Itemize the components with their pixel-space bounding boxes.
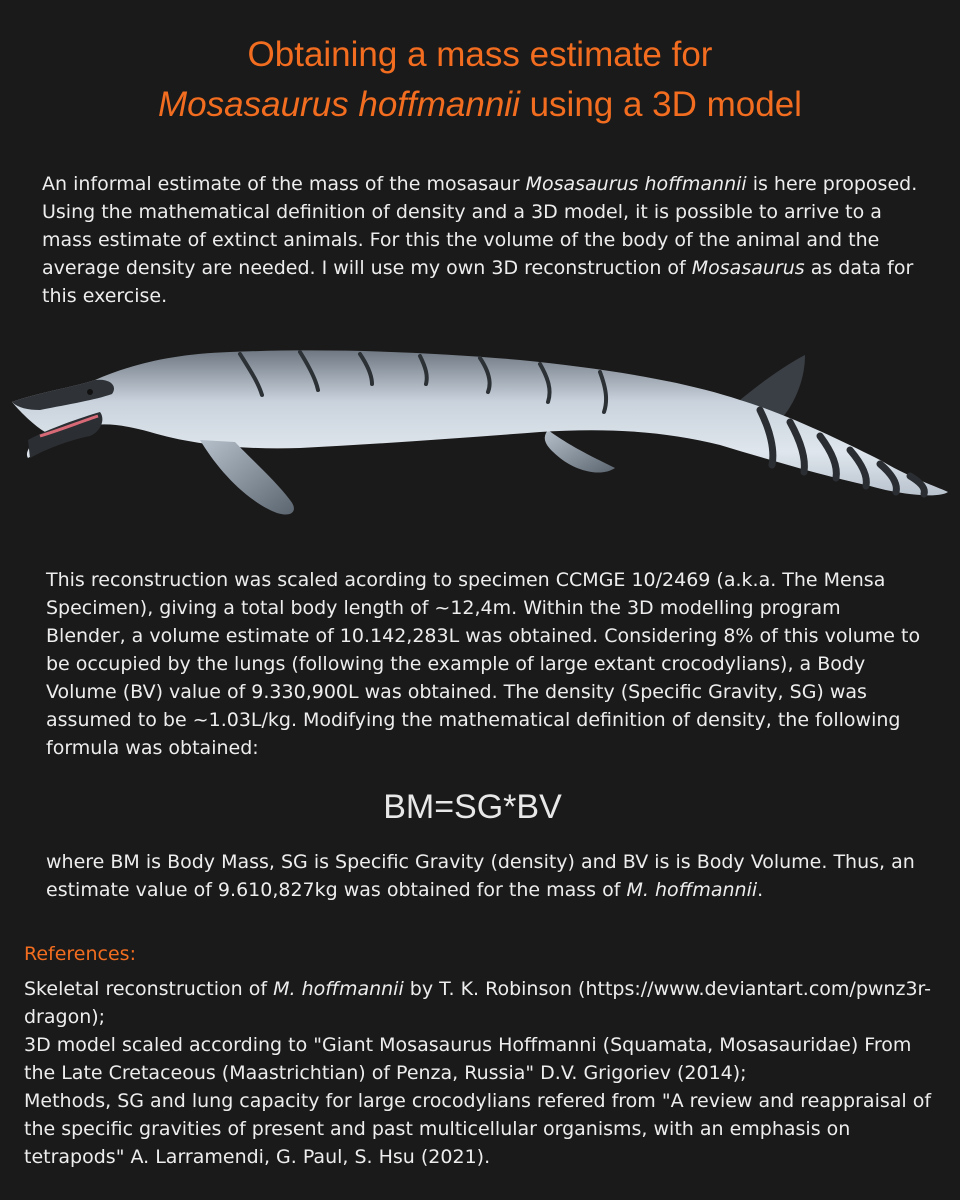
references-list <box>24 975 944 1171</box>
front-flipper <box>200 440 294 515</box>
formula: BM=SG*BV <box>383 788 562 826</box>
intro-paragraph <box>42 170 932 310</box>
intro-text-2: is here proposed. Using the mathematical definition of density and a 3D model, it is possible to arrive to a mass estimate of extinct animals. For this the volume of the body of the animal and the average density are needed. I will use my own 3D reconstruction of <box>42 173 918 279</box>
title-species: Mosasaurus hoffmannii <box>158 85 520 124</box>
result-species: M. hoffmannii <box>626 879 758 901</box>
result-text-1: where BM is Body Mass, SG is Specific Gravity (density) and BV is is Body Volume. Thus, an estimate value of 9.610,827kg was obtained for the mass of <box>46 851 915 901</box>
intro-text-3: as data for this exercise. <box>42 257 914 307</box>
mosasaurus-body <box>12 350 948 495</box>
title-line-2-rest: using a 3D model <box>519 85 802 124</box>
title-line-1: Obtaining a mass estimate for <box>247 35 713 74</box>
mosasaurus-illustration <box>0 340 960 540</box>
page-title <box>0 30 960 130</box>
reference-1-text-a: Skeletal reconstruction of <box>24 978 274 1000</box>
result-text-2: . <box>757 879 764 901</box>
reference-item-3: Methods, SG and lung capacity for large crocodylians refered from "A review and reappraisal of the specific gravities of present and past multicellular organisms, with an emphasis on tetrapods" A. Larramendi, G. Paul, S. Hsu (2021). <box>24 1090 932 1168</box>
result-paragraph <box>46 848 936 904</box>
reference-item-2: 3D model scaled according to "Giant Mosasaurus Hoffmanni (Squamata, Mosasauridae) From the Late Cretaceous (Maastrichtian) of Penza, Russia" D.V. Grigoriev (2014); <box>24 1034 912 1084</box>
rear-flipper <box>545 430 615 473</box>
mosasaurus-drawing <box>0 340 960 540</box>
references-heading: References: <box>24 943 136 965</box>
intro-genus: Mosasaurus <box>691 257 805 279</box>
reference-item-1 <box>24 975 944 1031</box>
reference-1-species: M. hoffmannii <box>273 978 404 1000</box>
eye <box>87 389 93 395</box>
intro-species: Mosasaurus hoffmannii <box>525 173 747 195</box>
title-line-2 <box>0 80 960 130</box>
method-paragraph: This reconstruction was scaled acording to specimen CCMGE 10/2469 (a.k.a. The Mensa Specimen), giving a total body length of ~12,4m. Within the 3D modelling program Blender, a volume estimate of 10.142,283L was obtained. Considering 8% of this volume to be occupied by the lungs (following the example of large extant crocodylians), a Body Volume (BV) value of 9.330,900L was obtained. The density (Specific Gravity, SG) was assumed to be ~1.03L/kg. Modifying the mathematical definition of density, the following formula was obtained: <box>46 569 921 759</box>
intro-text-1: An informal estimate of the mass of the mosasaur <box>42 173 526 195</box>
reference-1-text-b: by T. K. Robinson (https://www.deviantart.com/pwnz3r-dragon); <box>24 978 931 1028</box>
